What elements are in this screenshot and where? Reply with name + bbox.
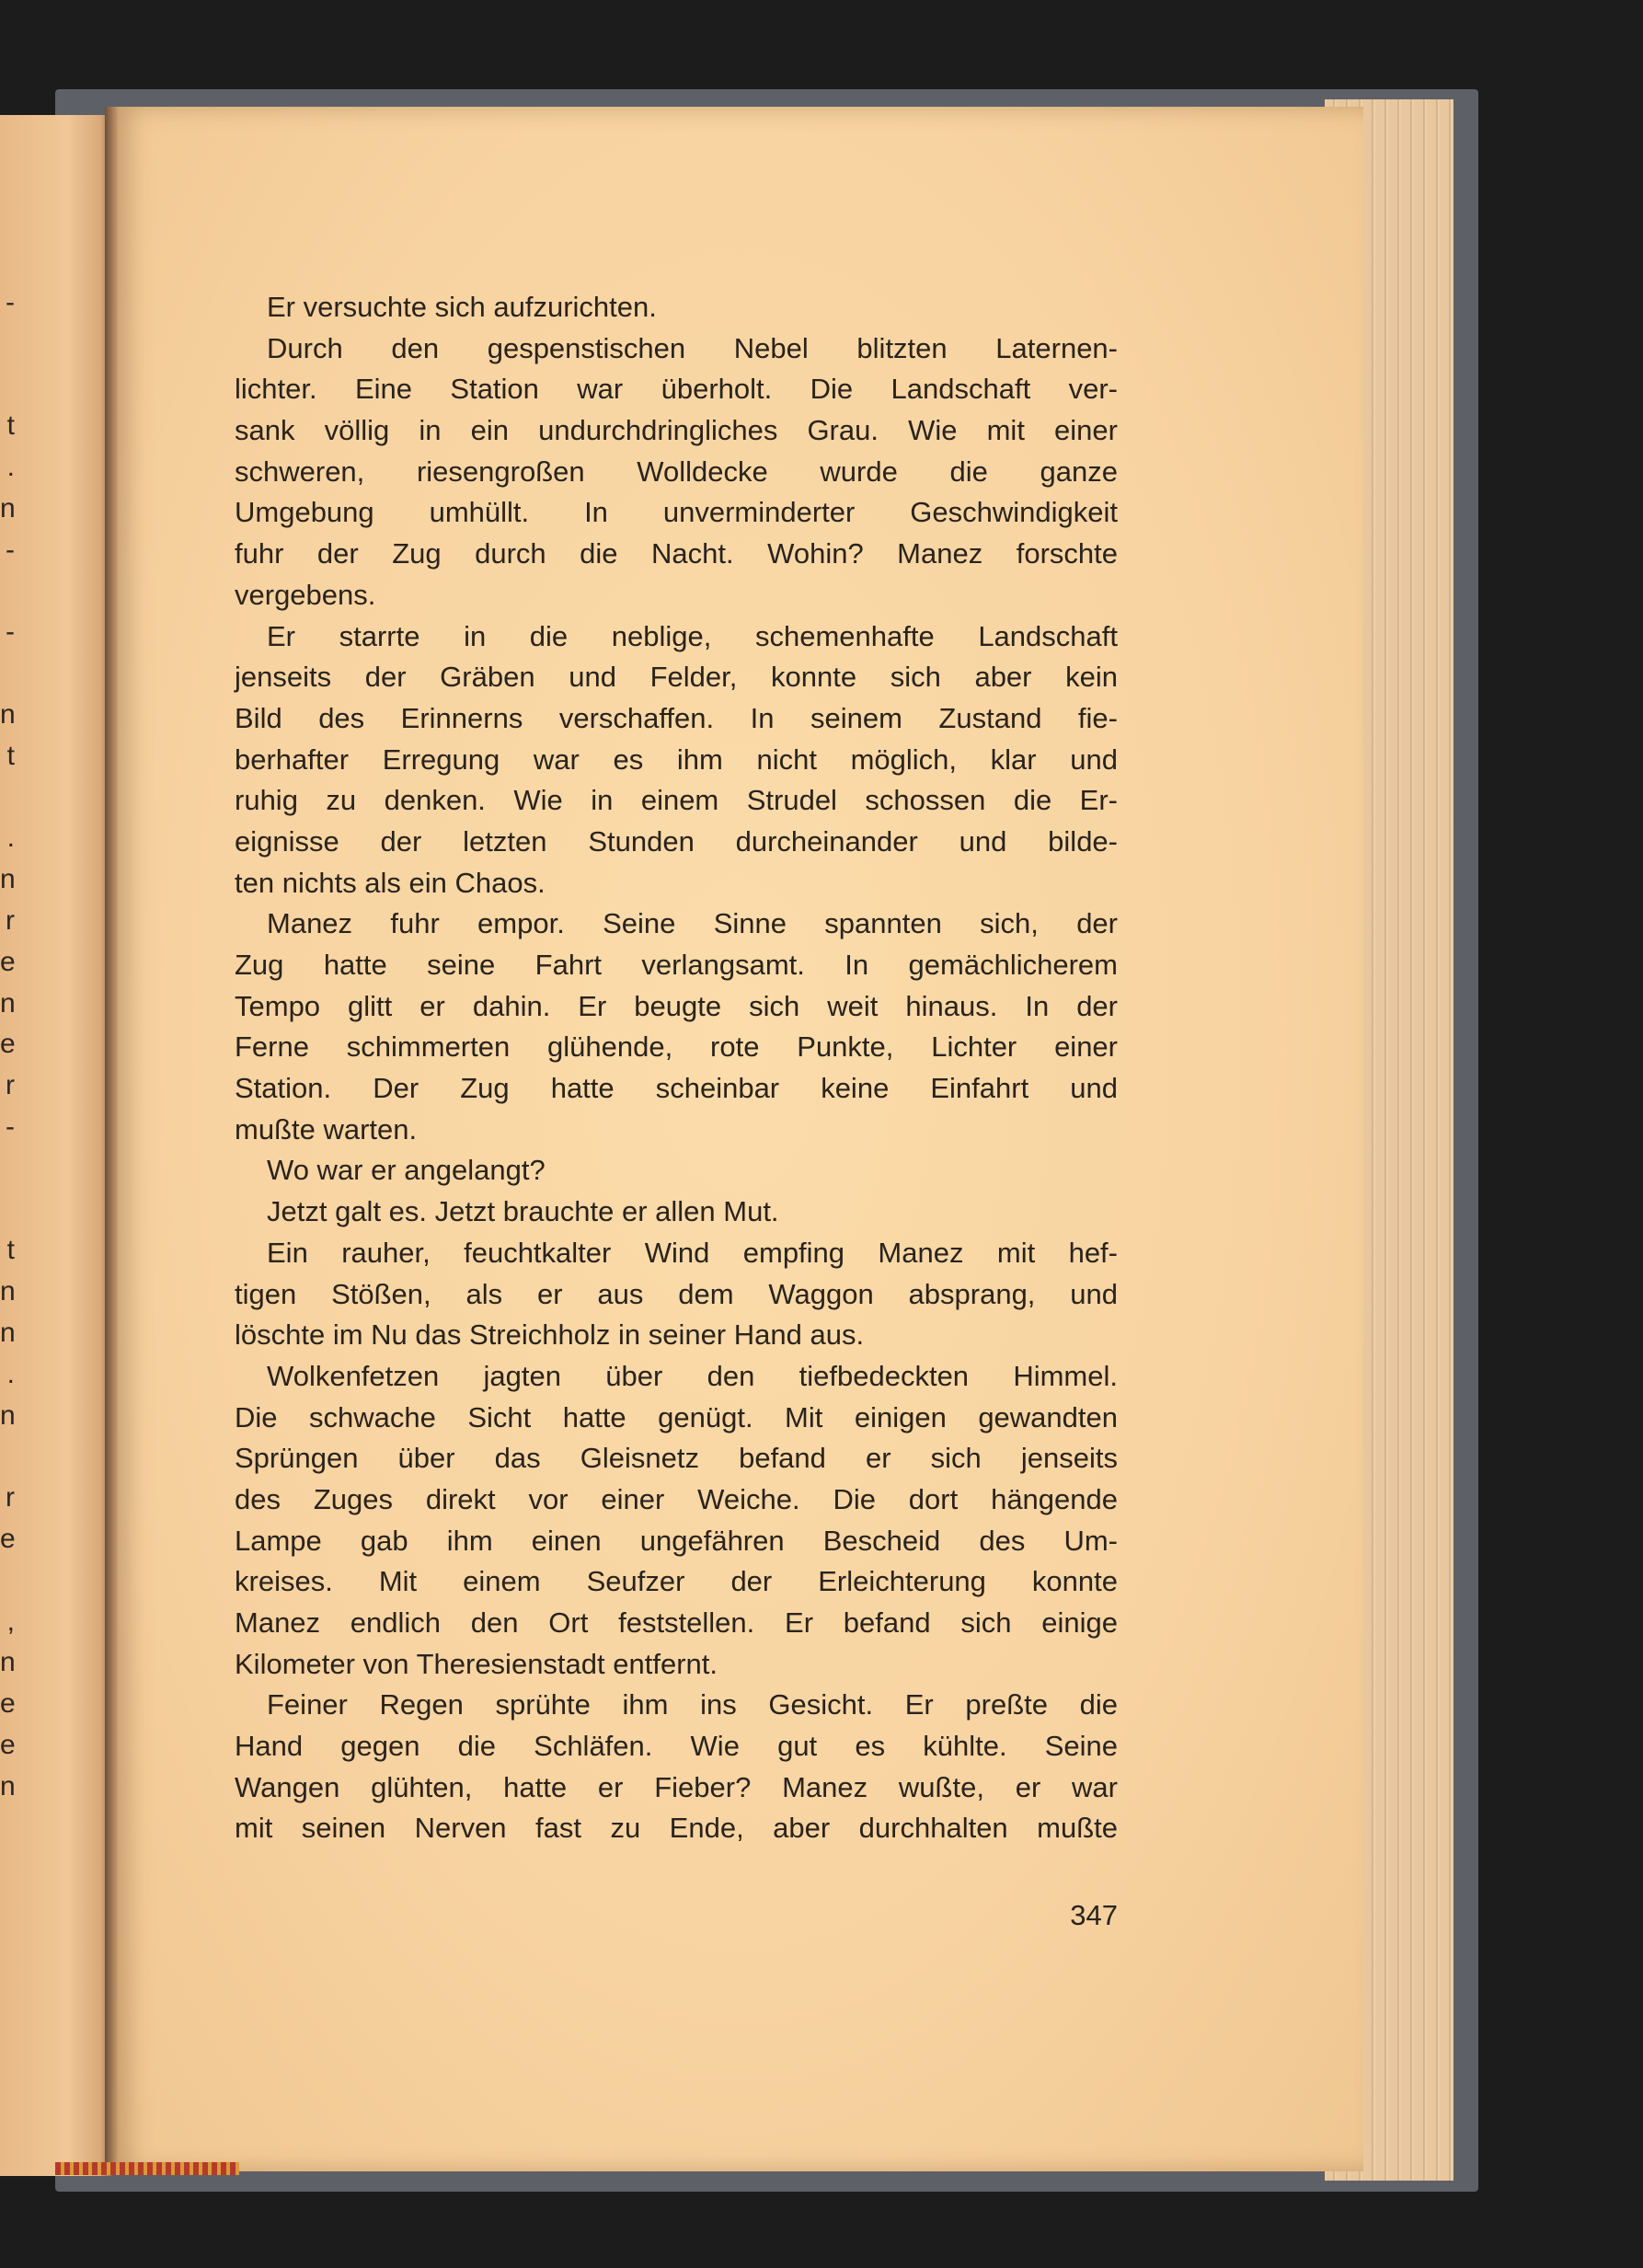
text-line: schweren, riesengroßen Wolldecke wurde die ganze	[235, 455, 1118, 488]
text-line: Ferne schimmerten glühende, rote Punkte, Lichter einer	[235, 1030, 1118, 1064]
text-line: jenseits der Gräben und Felder, konnte sich aber kein	[235, 661, 1118, 694]
text-line: lichter. Eine Station war überholt. Die Landschaft ver-	[235, 373, 1118, 406]
text-line: Hand gegen die Schläfen. Wie gut es kühlte. Seine	[235, 1730, 1118, 1763]
text-line: Wangen glühten, hatte er Fieber? Manez wußte, er war	[235, 1770, 1118, 1803]
text-line: Station. Der Zug hatte scheinbar keine Einfahrt und	[235, 1072, 1118, 1105]
text-line: fuhr der Zug durch die Nacht. Wohin? Manez forschte	[235, 537, 1118, 570]
text-line: Zug hatte seine Fahrt verlangsamt. In gemächlicherem	[235, 949, 1118, 981]
left-page-fragment: t	[6, 740, 15, 771]
left-page-fragment: e	[0, 1029, 16, 1060]
left-page-fragment: e	[0, 1730, 16, 1760]
text-line: sank völlig in ein undurchdringliches Grau. Wie mit einer	[235, 414, 1118, 447]
text-line: Bild des Erinnerns verschaffen. In seinem Zustand fie-	[235, 701, 1118, 734]
text-line: Tempo glitt er dahin. Er beugte sich weit hinaus. In der	[235, 989, 1118, 1022]
left-page-fragment: n	[0, 1647, 16, 1678]
left-page-fragment: -	[6, 1111, 15, 1142]
text-line: Die schwache Sicht hatte genügt. Mit einigen gewandten	[235, 1400, 1118, 1433]
text-line: Kilometer von Theresienstadt entfernt.	[235, 1647, 718, 1680]
binding-thread	[55, 2162, 239, 2175]
text-line: Feiner Regen sprühte ihm ins Gesicht. Er preßte die	[267, 1688, 1118, 1721]
text-line: Ein rauher, feuchtkalter Wind empfing Manez mit hef-	[267, 1236, 1118, 1269]
left-page-fragment: n	[0, 1318, 16, 1348]
text-line: mit seinen Nerven fast zu Ende, aber durchhalten mußte	[235, 1812, 1118, 1845]
text-line: berhafter Erregung war es ihm nicht möglich, klar und	[235, 743, 1118, 776]
text-line: Umgebung umhüllt. In unverminderter Geschwindigkeit	[235, 496, 1118, 529]
text-line: Er versuchte sich aufzurichten.	[267, 291, 657, 323]
text-line: Wo war er angelangt?	[267, 1154, 546, 1187]
text-line: löschte im Nu das Streichholz in seiner Hand aus.	[235, 1318, 865, 1352]
left-page-fragment: .	[6, 452, 15, 483]
text-line: Manez endlich den Ort feststellen. Er befand sich einige	[235, 1606, 1118, 1639]
text-line: Manez fuhr empor. Seine Sinne spannten sich, der	[267, 907, 1118, 940]
text-line: Wolkenfetzen jagten über den tiefbedeckten Himmel.	[267, 1359, 1118, 1392]
left-page-fragment: ,	[6, 1606, 15, 1637]
left-page-fragment: e	[0, 1524, 16, 1554]
left-page-fragment: r	[6, 1070, 15, 1101]
left-page-fragment: t	[6, 410, 15, 442]
left-page-fragment: n	[0, 493, 16, 524]
text-line: mußte warten.	[235, 1112, 418, 1146]
text-line: Jetzt galt es. Jetzt brauchte er allen Mut.	[267, 1195, 779, 1228]
text-line: Sprüngen über das Gleisnetz befand er sich jenseits	[235, 1442, 1118, 1475]
left-page-fragment: r	[6, 1482, 15, 1514]
text-line: ten nichts als ein Chaos.	[235, 866, 546, 899]
left-page	[0, 115, 112, 2176]
text-line: vergebens.	[235, 578, 376, 611]
text-line: des Zuges direkt vor einer Weiche. Die dort hängende	[235, 1482, 1118, 1515]
left-page-fragment: -	[6, 534, 15, 565]
left-page-fragment: .	[6, 1358, 15, 1389]
text-line: tigen Stößen, als er aus dem Waggon absprang, und	[235, 1277, 1118, 1310]
left-page-fragment: n	[0, 1276, 16, 1307]
left-page-fragment: n	[0, 699, 16, 730]
left-page-fragment: n	[0, 987, 16, 1019]
text-line: ruhig zu denken. Wie in einem Strudel schossen die Er-	[235, 784, 1118, 817]
text-line: Durch den gespenstischen Nebel blitzten Laternen-	[267, 331, 1118, 364]
left-page-fragment: e	[0, 1688, 16, 1720]
text-line: eignisse der letzten Stunden durcheinander und bilde-	[235, 824, 1118, 858]
left-page-fragment: -	[6, 616, 15, 648]
left-page-fragment: n	[0, 864, 16, 895]
left-page-fragment: -	[6, 287, 15, 317]
text-line: kreises. Mit einem Seufzer der Erleichterung konnte	[235, 1565, 1118, 1598]
body-text	[235, 287, 1118, 1849]
page-number: 347	[1070, 1899, 1118, 1931]
book-gutter	[105, 107, 118, 2171]
text-line: Lampe gab ihm einen ungefähren Bescheid des Um-	[235, 1524, 1118, 1557]
text-line: Er starrte in die neblige, schemenhafte Landschaft	[267, 619, 1118, 652]
left-page-fragment: t	[6, 1235, 15, 1266]
left-page-fragment: .	[6, 823, 15, 854]
left-page-fragment: r	[6, 905, 15, 936]
left-page-fragment: n	[0, 1770, 16, 1802]
left-page-fragment: n	[0, 1399, 16, 1431]
left-page-fragment: e	[0, 946, 16, 977]
